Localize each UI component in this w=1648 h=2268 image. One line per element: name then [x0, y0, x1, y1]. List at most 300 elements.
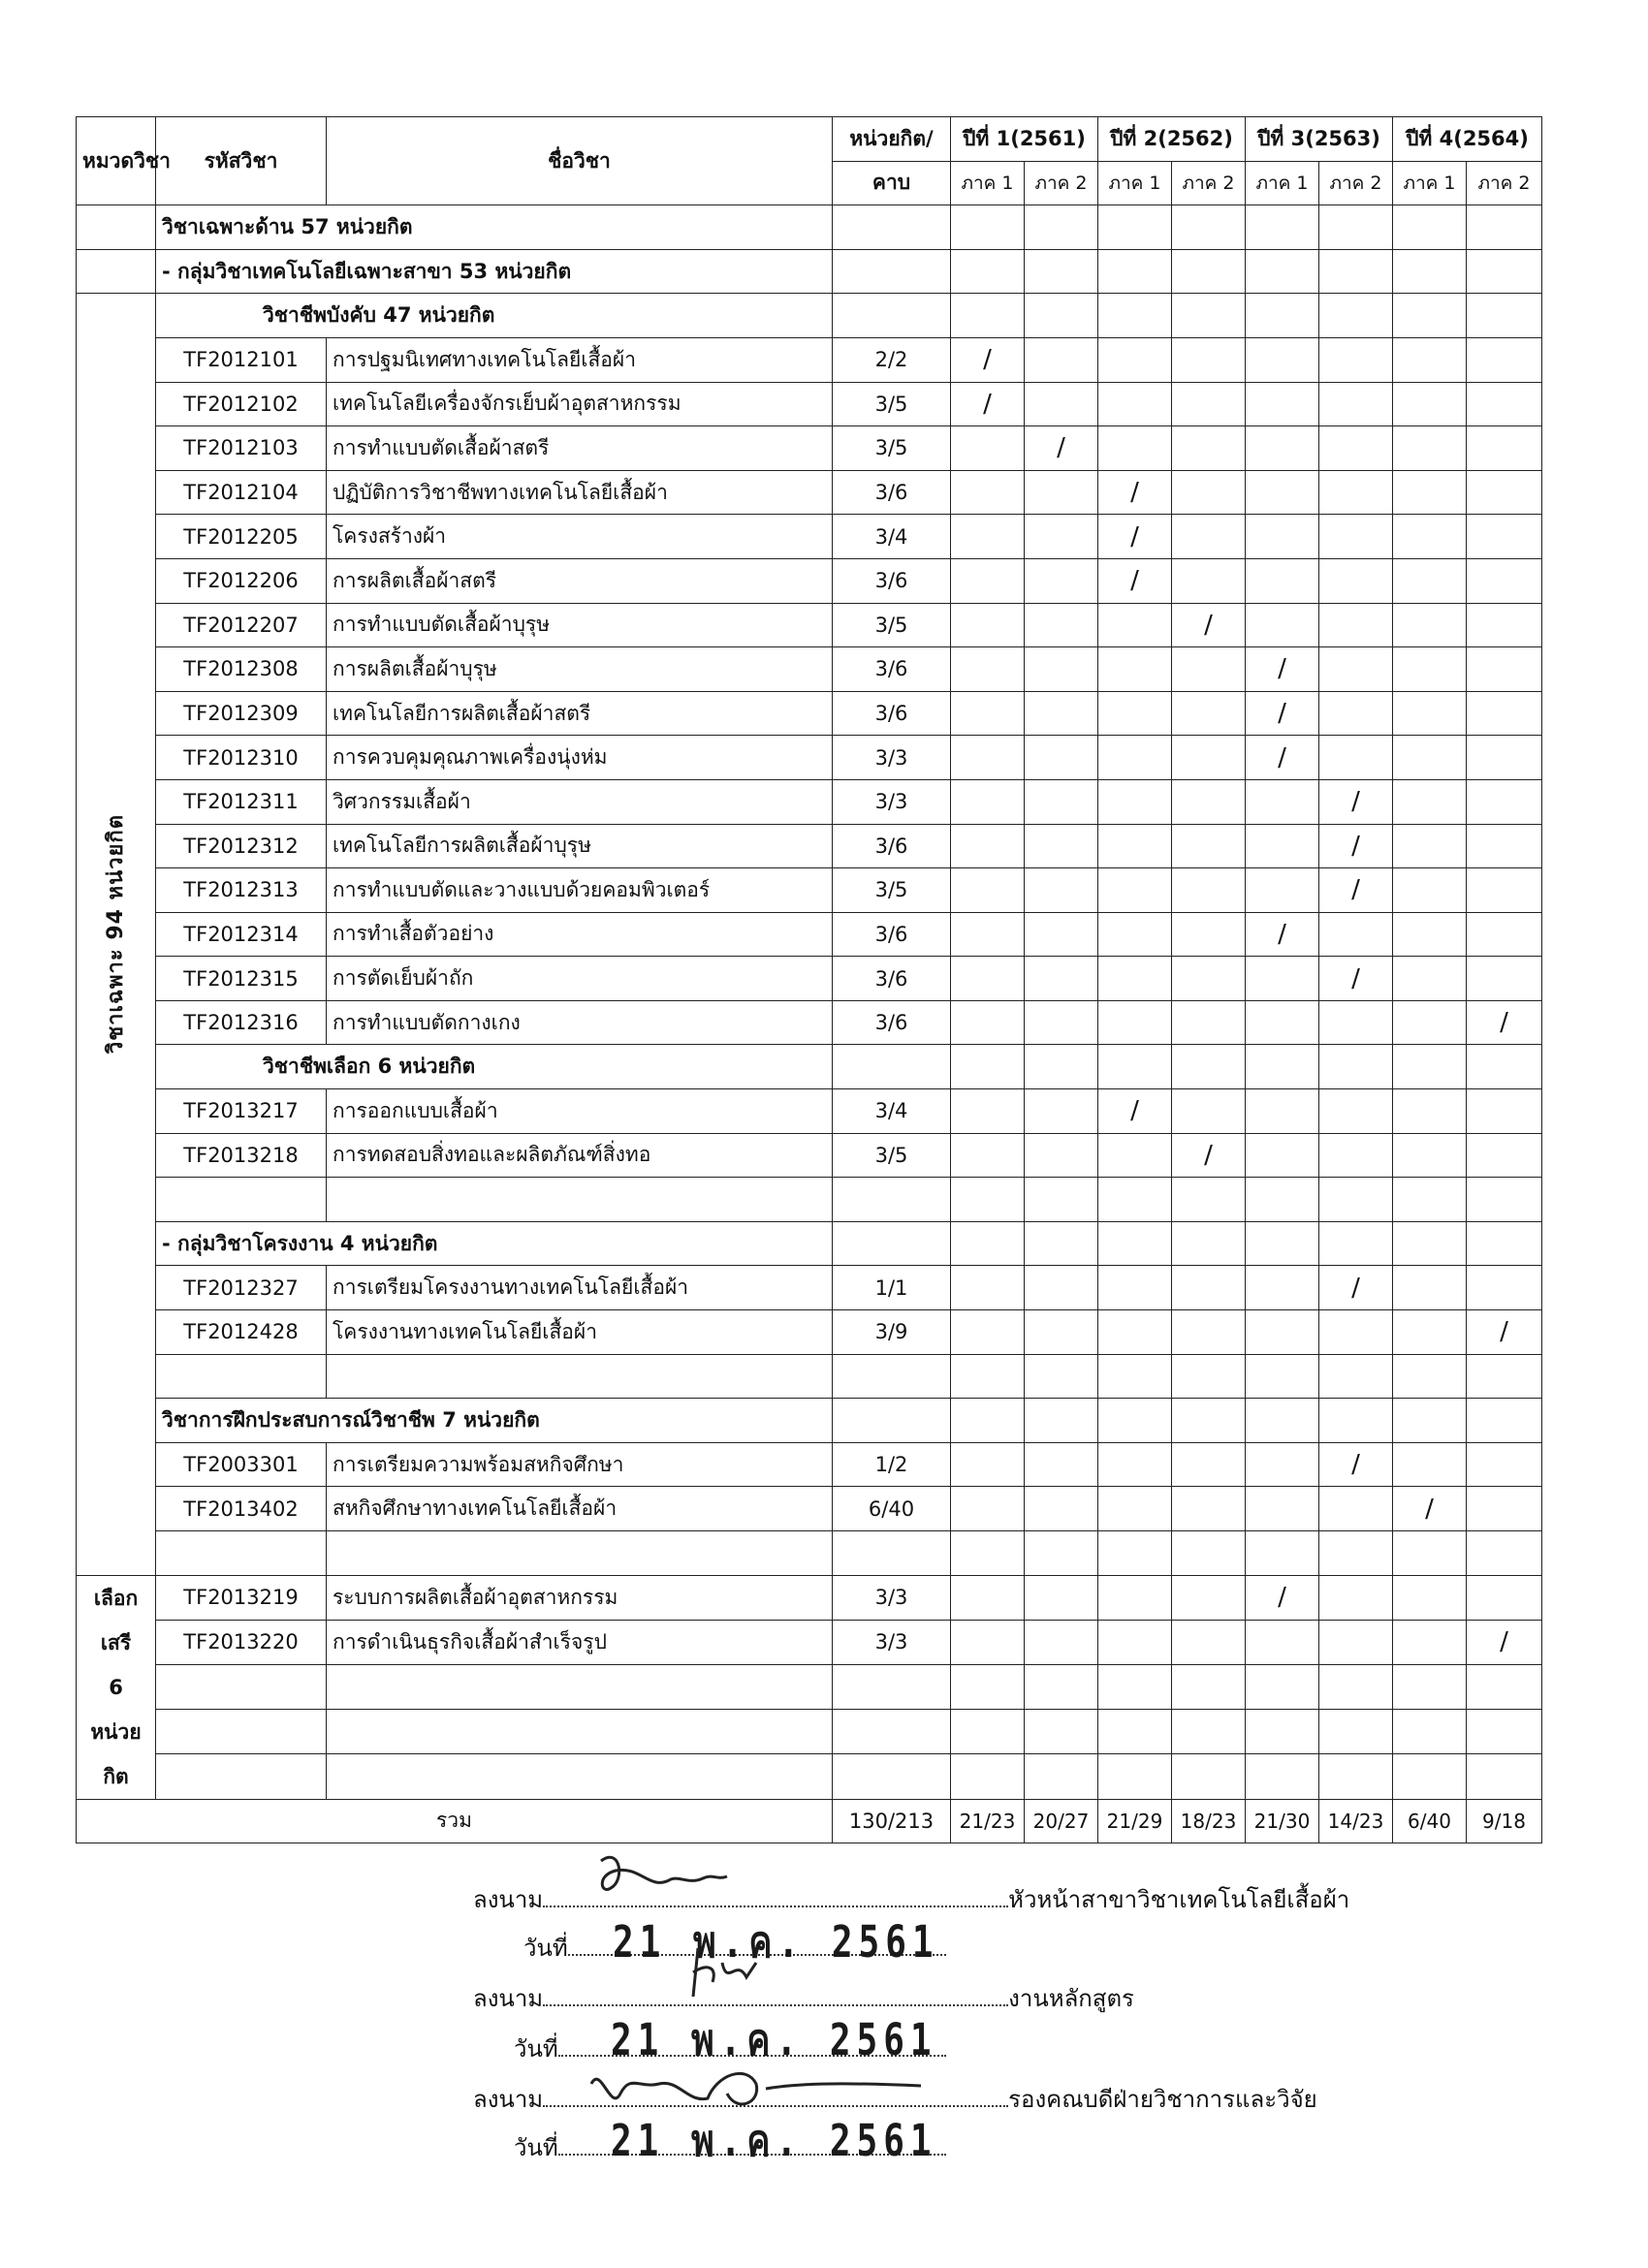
term-cell — [951, 1575, 1025, 1620]
term-cell — [1467, 205, 1542, 250]
course-row — [77, 1620, 1542, 1664]
term-cell — [1319, 1710, 1393, 1754]
term-cell — [1393, 1575, 1467, 1620]
term-cell — [1319, 912, 1393, 957]
term-cell — [1393, 1221, 1467, 1266]
term-cell — [1172, 1310, 1246, 1355]
date-line-1 — [523, 1929, 946, 1967]
term-cell — [951, 1664, 1025, 1709]
term-cell — [1319, 1754, 1393, 1799]
term-cell — [1025, 337, 1098, 382]
term-cell — [1319, 691, 1393, 736]
term-check-mark: / — [1319, 1266, 1393, 1310]
term-cell — [1172, 294, 1246, 338]
term-cell — [1246, 249, 1319, 294]
term-cell — [1172, 1045, 1246, 1089]
course-name: การเตรียมโครงงานทางเทคโนโลยีเสื้อผ้า — [327, 1266, 833, 1310]
term-check-mark: / — [1172, 1133, 1246, 1178]
term-check-mark: / — [1246, 691, 1319, 736]
term-cell — [1025, 470, 1098, 515]
course-name — [327, 1531, 833, 1576]
date-stamp: 21 พ.ค. 2561 — [611, 2117, 937, 2167]
term-cell — [1319, 1089, 1393, 1134]
term-cell — [1246, 1399, 1319, 1443]
term-cell — [1467, 426, 1542, 471]
term-cell — [1319, 736, 1393, 780]
term-cell — [1467, 1178, 1542, 1222]
term-cell — [1025, 603, 1098, 647]
term-cell — [951, 249, 1025, 294]
term-cell — [1172, 515, 1246, 559]
total-term: 6/40 — [1393, 1799, 1467, 1843]
term-cell — [1467, 1045, 1542, 1089]
course-name: การทำแบบตัดเสื้อผ้าบุรุษ — [327, 603, 833, 647]
total-term: 14/23 — [1319, 1799, 1393, 1843]
term-cell — [1393, 647, 1467, 692]
term-cell — [1025, 1442, 1098, 1487]
course-credit: 1/2 — [833, 1442, 951, 1487]
section-title: วิชาการฝึกประสบการณ์วิชาชีพ 7 หน่วยกิต — [156, 1399, 833, 1443]
term-cell — [1098, 1710, 1172, 1754]
term-cell — [951, 1399, 1025, 1443]
sign-label: ลงนาม — [473, 1985, 544, 2012]
header-code: รหัสวิชา — [156, 117, 327, 205]
course-row — [77, 337, 1542, 382]
term-check-mark: / — [1246, 736, 1319, 780]
term-cell — [1098, 1664, 1172, 1709]
term-cell — [1393, 1442, 1467, 1487]
course-credit: 3/3 — [833, 1620, 951, 1664]
blank-row — [77, 1354, 1542, 1399]
section-title: - กลุ่มวิชาโครงงาน 4 หน่วยกิต — [156, 1221, 833, 1266]
term-cell — [1025, 1399, 1098, 1443]
term-cell — [1025, 736, 1098, 780]
term-cell — [1246, 824, 1319, 868]
free-elective-word: เลือก — [93, 1586, 139, 1610]
term-cell — [951, 1754, 1025, 1799]
credit-cell — [833, 1045, 951, 1089]
term-cell — [1098, 1133, 1172, 1178]
term-cell — [1467, 691, 1542, 736]
term-cell — [1172, 1266, 1246, 1310]
course-credit — [833, 1710, 951, 1754]
blank-row — [77, 1531, 1542, 1576]
term-cell — [1025, 1575, 1098, 1620]
term-check-mark: / — [1246, 647, 1319, 692]
blank-row — [77, 1178, 1542, 1222]
course-code: TF2013220 — [156, 1620, 327, 1664]
date-label: วันที่ — [514, 2134, 558, 2161]
section-title: วิชาชีพบังคับ 47 หน่วยกิต — [156, 294, 833, 338]
header-term: ภาค 2 — [1467, 161, 1542, 205]
signer-role: รองคณบดีฝ่ายวิชาการและวิจัย — [1008, 2086, 1317, 2113]
term-check-mark: / — [1319, 779, 1393, 824]
term-cell — [1467, 824, 1542, 868]
term-cell — [1467, 868, 1542, 913]
term-cell — [1098, 249, 1172, 294]
term-cell — [1025, 1620, 1098, 1664]
course-row — [77, 426, 1542, 471]
term-cell — [951, 1266, 1025, 1310]
term-cell — [951, 868, 1025, 913]
term-cell — [1393, 1045, 1467, 1089]
term-cell — [1393, 1133, 1467, 1178]
course-row — [77, 1575, 1542, 1620]
term-cell — [1246, 205, 1319, 250]
total-term: 21/23 — [951, 1799, 1025, 1843]
term-cell — [1172, 1620, 1246, 1664]
course-name — [327, 1710, 833, 1754]
term-cell — [951, 1310, 1025, 1355]
term-cell — [951, 426, 1025, 471]
term-cell — [951, 1133, 1025, 1178]
free-elective-label — [77, 1575, 156, 1799]
term-cell — [1172, 691, 1246, 736]
course-code: TF2012101 — [156, 337, 327, 382]
course-row — [77, 1487, 1542, 1531]
term-cell — [1319, 603, 1393, 647]
term-cell — [1319, 1399, 1393, 1443]
blank-row — [77, 1664, 1542, 1709]
sign-label: ลงนาม — [473, 1886, 544, 1913]
term-cell — [951, 824, 1025, 868]
header-year: ปีที่ 2(2562) — [1098, 117, 1246, 162]
course-name: การผลิตเสื้อผ้าบุรุษ — [327, 647, 833, 692]
course-name: การควบคุมคุณภาพเครื่องนุ่งห่ม — [327, 736, 833, 780]
term-cell — [1025, 824, 1098, 868]
term-cell — [1025, 515, 1098, 559]
course-code: TF2003301 — [156, 1442, 327, 1487]
term-cell — [1467, 1487, 1542, 1531]
term-cell — [1393, 426, 1467, 471]
term-cell — [1393, 1620, 1467, 1664]
term-cell — [1393, 1664, 1467, 1709]
term-cell — [1098, 1531, 1172, 1576]
term-cell — [1172, 1399, 1246, 1443]
free-elective-word: 6 — [109, 1675, 123, 1699]
date-stamp: 21 พ.ค. 2561 — [611, 2016, 937, 2066]
term-cell — [1467, 1133, 1542, 1178]
term-cell — [1025, 647, 1098, 692]
term-cell — [1172, 1531, 1246, 1576]
course-credit: 3/5 — [833, 603, 951, 647]
term-cell — [1393, 470, 1467, 515]
credit-cell — [833, 1399, 951, 1443]
term-cell — [1467, 1399, 1542, 1443]
course-credit: 3/4 — [833, 1089, 951, 1134]
signer-role: งานหลักสูตร — [1008, 1985, 1134, 2012]
term-cell — [1319, 470, 1393, 515]
course-name: การปฐมนิเทศทางเทคโนโลยีเสื้อผ้า — [327, 337, 833, 382]
term-cell — [1319, 1354, 1393, 1399]
course-credit — [833, 1531, 951, 1576]
course-code: TF2013217 — [156, 1089, 327, 1134]
term-cell — [1025, 1754, 1098, 1799]
term-cell — [1098, 1178, 1172, 1222]
course-credit — [833, 1754, 951, 1799]
term-cell — [1098, 1575, 1172, 1620]
course-code: TF2012313 — [156, 868, 327, 913]
course-code — [156, 1354, 327, 1399]
course-credit: 3/6 — [833, 691, 951, 736]
course-code: TF2012311 — [156, 779, 327, 824]
term-cell — [1467, 912, 1542, 957]
term-cell — [1467, 1664, 1542, 1709]
course-credit — [833, 1178, 951, 1222]
term-cell — [1467, 1442, 1542, 1487]
term-cell — [1098, 205, 1172, 250]
term-cell — [1172, 337, 1246, 382]
term-check-mark: / — [1319, 824, 1393, 868]
term-cell — [1172, 470, 1246, 515]
header-periods: คาบ — [833, 161, 951, 205]
course-name: การทำแบบตัดเสื้อผ้าสตรี — [327, 426, 833, 471]
course-code: TF2012327 — [156, 1266, 327, 1310]
term-cell — [951, 1221, 1025, 1266]
term-cell — [951, 779, 1025, 824]
course-row — [77, 691, 1542, 736]
term-cell — [1246, 1310, 1319, 1355]
term-cell — [1025, 1664, 1098, 1709]
term-cell — [1246, 1664, 1319, 1709]
credit-cell — [833, 249, 951, 294]
course-row — [77, 1089, 1542, 1134]
course-row — [77, 824, 1542, 868]
section-title: - กลุ่มวิชาเทคโนโลยีเฉพาะสาขา 53 หน่วยกิต — [156, 249, 833, 294]
term-cell — [1098, 736, 1172, 780]
term-cell — [951, 1089, 1025, 1134]
section-row — [77, 294, 1542, 338]
term-cell — [1467, 515, 1542, 559]
date-line-2 — [514, 2030, 946, 2067]
term-cell — [1467, 1266, 1542, 1310]
term-cell — [1172, 957, 1246, 1001]
course-credit: 3/6 — [833, 824, 951, 868]
term-cell — [1025, 558, 1098, 603]
term-cell — [1246, 1354, 1319, 1399]
term-cell — [1467, 382, 1542, 426]
term-cell — [1025, 1133, 1098, 1178]
term-cell — [1319, 337, 1393, 382]
term-cell — [1467, 249, 1542, 294]
term-cell — [1246, 1045, 1319, 1089]
term-cell — [1098, 1754, 1172, 1799]
section-title: วิชาเฉพาะด้าน 57 หน่วยกิต — [156, 205, 833, 250]
signature-line-2 — [473, 1979, 1134, 2017]
term-cell — [1467, 1754, 1542, 1799]
term-cell — [1098, 337, 1172, 382]
course-credit: 6/40 — [833, 1487, 951, 1531]
course-name: เทคโนโลยีเครื่องจักรเย็บผ้าอุตสาหกรรม — [327, 382, 833, 426]
course-code: TF2012206 — [156, 558, 327, 603]
term-cell — [1246, 470, 1319, 515]
term-cell — [1025, 1000, 1098, 1045]
term-cell — [1172, 249, 1246, 294]
term-cell — [1246, 1754, 1319, 1799]
signature-line-3 — [473, 2080, 1317, 2118]
course-credit: 3/6 — [833, 470, 951, 515]
term-cell — [1319, 1620, 1393, 1664]
course-name: เทคโนโลยีการผลิตเสื้อผ้าบุรุษ — [327, 824, 833, 868]
term-cell — [1393, 1089, 1467, 1134]
course-code: TF2012308 — [156, 647, 327, 692]
term-cell — [1098, 868, 1172, 913]
term-cell — [951, 1620, 1025, 1664]
term-cell — [1098, 1487, 1172, 1531]
term-check-mark: / — [1319, 1442, 1393, 1487]
header-row — [77, 117, 1542, 162]
course-name — [327, 1178, 833, 1222]
course-row — [77, 470, 1542, 515]
term-cell — [951, 515, 1025, 559]
term-cell — [1025, 1710, 1098, 1754]
term-cell — [1319, 1487, 1393, 1531]
course-row — [77, 1310, 1542, 1355]
term-cell — [1319, 1000, 1393, 1045]
term-cell — [1319, 1575, 1393, 1620]
term-cell — [1393, 1178, 1467, 1222]
term-check-mark: / — [1467, 1310, 1542, 1355]
term-cell — [1393, 1710, 1467, 1754]
free-elective-word: เสรี — [100, 1630, 132, 1654]
curriculum-table — [76, 116, 1542, 1843]
term-cell — [1467, 603, 1542, 647]
course-credit: 3/6 — [833, 558, 951, 603]
signature-line-1 — [473, 1880, 1349, 1918]
term-cell — [1467, 1531, 1542, 1576]
term-cell — [1246, 1620, 1319, 1664]
free-elective-word: หน่วย — [90, 1719, 142, 1744]
term-cell — [1393, 205, 1467, 250]
header-year: ปีที่ 1(2561) — [951, 117, 1098, 162]
course-name — [327, 1754, 833, 1799]
term-cell — [1393, 691, 1467, 736]
term-cell — [951, 1000, 1025, 1045]
total-term: 9/18 — [1467, 1799, 1542, 1843]
course-row — [77, 382, 1542, 426]
term-cell — [951, 647, 1025, 692]
term-cell — [1319, 647, 1393, 692]
term-cell — [1172, 1221, 1246, 1266]
term-cell — [1393, 1266, 1467, 1310]
term-cell — [1172, 205, 1246, 250]
term-cell — [1246, 603, 1319, 647]
term-check-mark: / — [1319, 868, 1393, 913]
term-cell — [1098, 647, 1172, 692]
header-term: ภาค 1 — [1098, 161, 1172, 205]
course-row — [77, 912, 1542, 957]
term-cell — [1025, 868, 1098, 913]
term-cell — [1025, 249, 1098, 294]
course-code: TF2012102 — [156, 382, 327, 426]
term-cell — [1393, 249, 1467, 294]
header-name: ชื่อวิชา — [327, 117, 833, 205]
course-credit: 3/3 — [833, 779, 951, 824]
term-cell — [1172, 1089, 1246, 1134]
course-credit: 3/5 — [833, 868, 951, 913]
term-cell — [1025, 1089, 1098, 1134]
term-cell — [1246, 1221, 1319, 1266]
course-row — [77, 558, 1542, 603]
term-cell — [1319, 1178, 1393, 1222]
term-cell — [951, 1531, 1025, 1576]
term-cell — [1246, 868, 1319, 913]
term-cell — [1172, 1710, 1246, 1754]
term-cell — [1025, 1178, 1098, 1222]
course-code: TF2012316 — [156, 1000, 327, 1045]
course-credit: 3/6 — [833, 957, 951, 1001]
date-stamp: 21 พ.ค. 2561 — [613, 1918, 939, 1969]
course-code: TF2013218 — [156, 1133, 327, 1178]
free-elective-word: กิต — [103, 1764, 129, 1788]
term-cell — [1246, 1266, 1319, 1310]
header-credits: หน่วยกิต/ — [833, 117, 951, 162]
course-code — [156, 1710, 327, 1754]
term-cell — [951, 558, 1025, 603]
term-check-mark: / — [951, 382, 1025, 426]
term-cell — [1098, 294, 1172, 338]
course-name: การออกแบบเสื้อผ้า — [327, 1089, 833, 1134]
section-row — [77, 1399, 1542, 1443]
category-cell — [77, 205, 156, 250]
term-cell — [1319, 1045, 1393, 1089]
course-row — [77, 647, 1542, 692]
term-cell — [1172, 558, 1246, 603]
course-name: การผลิตเสื้อผ้าสตรี — [327, 558, 833, 603]
term-cell — [1098, 426, 1172, 471]
term-cell — [1319, 515, 1393, 559]
term-cell — [1393, 957, 1467, 1001]
term-cell — [1393, 603, 1467, 647]
course-row — [77, 603, 1542, 647]
term-cell — [1319, 426, 1393, 471]
term-cell — [1172, 1664, 1246, 1709]
credit-cell — [833, 1221, 951, 1266]
term-cell — [1098, 1399, 1172, 1443]
handwritten-signature-2 — [679, 1938, 766, 2006]
total-credit: 130/213 — [833, 1799, 951, 1843]
term-cell — [1319, 1221, 1393, 1266]
term-cell — [1172, 1754, 1246, 1799]
term-cell — [1246, 1133, 1319, 1178]
term-check-mark: / — [1467, 1000, 1542, 1045]
term-cell — [951, 1354, 1025, 1399]
term-cell — [1246, 558, 1319, 603]
course-code: TF2012428 — [156, 1310, 327, 1355]
term-cell — [1246, 1487, 1319, 1531]
term-check-mark: / — [1319, 957, 1393, 1001]
term-cell — [1025, 957, 1098, 1001]
term-cell — [1098, 1000, 1172, 1045]
term-cell — [1393, 824, 1467, 868]
term-cell — [1172, 824, 1246, 868]
course-code: TF2013219 — [156, 1575, 327, 1620]
term-cell — [1098, 1221, 1172, 1266]
term-cell — [1172, 868, 1246, 913]
header-year: ปีที่ 3(2563) — [1246, 117, 1393, 162]
term-cell — [1172, 1354, 1246, 1399]
course-credit: 3/9 — [833, 1310, 951, 1355]
term-cell — [1172, 647, 1246, 692]
term-cell — [1172, 1442, 1246, 1487]
course-row — [77, 1442, 1542, 1487]
term-cell — [1025, 779, 1098, 824]
term-check-mark: / — [1393, 1487, 1467, 1531]
course-code — [156, 1531, 327, 1576]
course-credit: 3/5 — [833, 1133, 951, 1178]
course-name: โครงงานทางเทคโนโลยีเสื้อผ้า — [327, 1310, 833, 1355]
term-cell — [1172, 1178, 1246, 1222]
